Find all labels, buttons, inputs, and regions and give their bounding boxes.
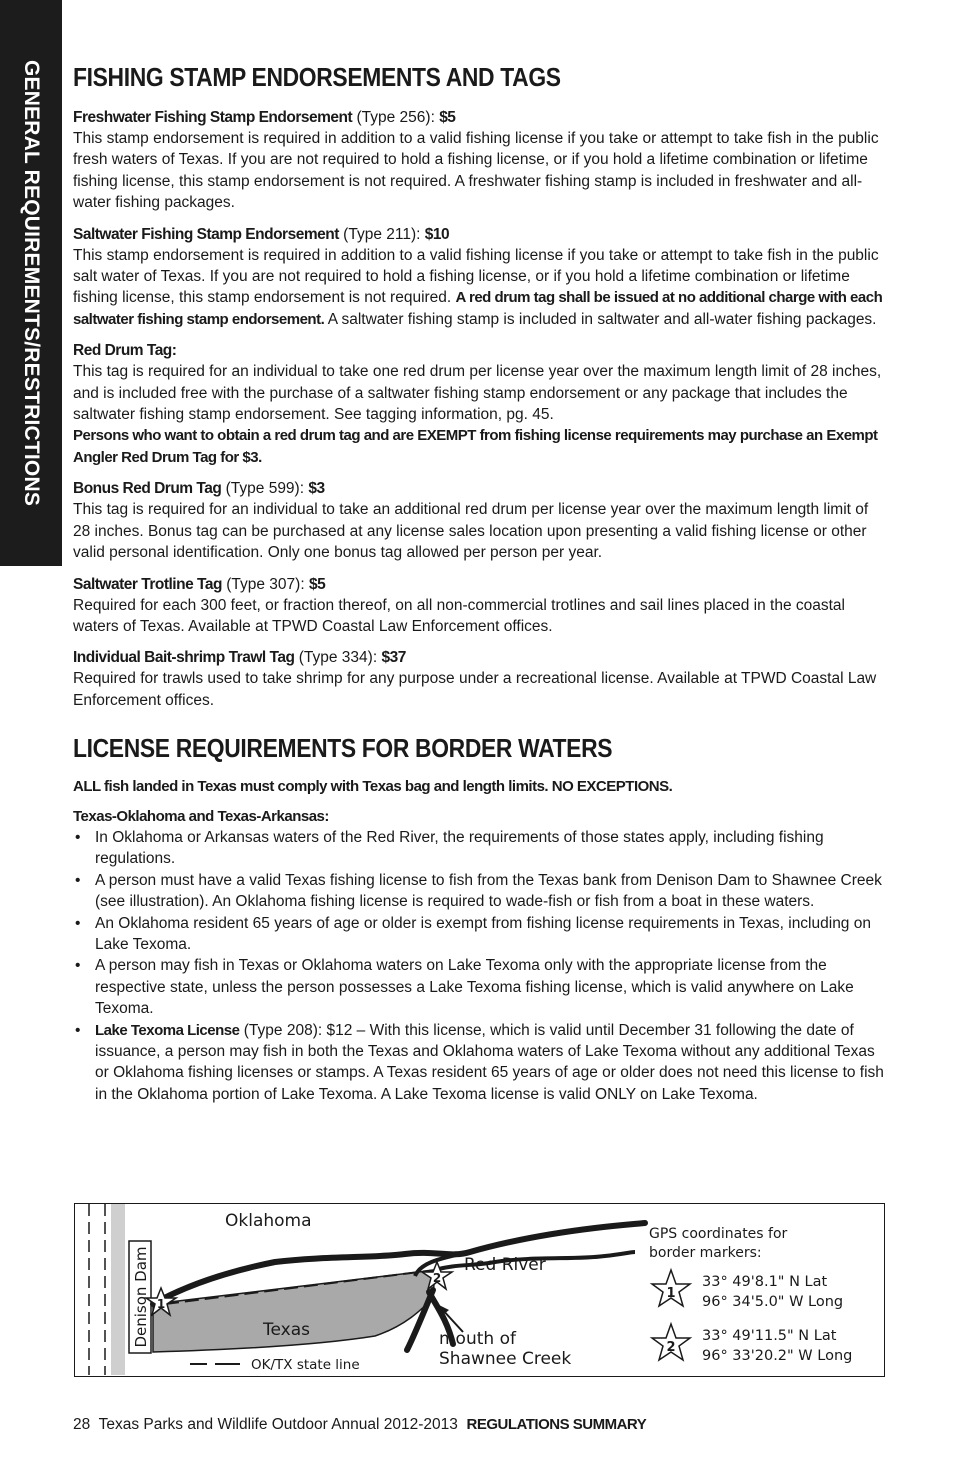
marker1-lat: 33° 49'8.1" N Lat	[702, 1274, 828, 1290]
item-text: Required for trawls used to take shrimp for any purpose under a recreational license. Available at TPWD Coastal Law Enforcement offices.	[73, 670, 877, 709]
border-waters-block	[73, 806, 889, 1106]
item-price: $5	[308, 575, 326, 593]
lead-statement: ALL fish landed in Texas must comply with Texas bag and length limits. NO EXCEPTIONS.	[73, 778, 673, 796]
side-tab-label: GENERAL REQUIREMENTS/RESTRICTIONS	[20, 59, 43, 507]
item-text: Required for each 300 feet, or fraction thereof, on all non-commercial trotlines and sail lines placed in the coastal waters of Texas. Available at TPWD Coastal Law Enforcement offices.	[73, 596, 845, 635]
bonus-red-drum-block	[73, 478, 889, 563]
section-title-border-waters: LICENSE REQUIREMENTS FOR BORDER WATERS	[73, 733, 613, 764]
item-price: $37	[381, 649, 406, 667]
list-item	[95, 1020, 889, 1106]
item-price: $5	[439, 109, 456, 126]
list-item: • A person may fish in Texas or Oklahoma waters on Lake Texoma only with the appropriate license from the respective state, unless the person possesses a Lake Texoma fishing license, which is valid anywhere on Lake Texoma.	[95, 955, 889, 1019]
list-item: • In Oklahoma or Arkansas waters of the Red River, the requirements of those states apply, including fishing regulations.	[95, 827, 889, 870]
trotline-tag-block	[73, 574, 889, 638]
item-text-tail: A saltwater fishing stamp is included in saltwater and all-water fishing packages.	[327, 310, 877, 328]
red-river-label: Red River	[464, 1255, 546, 1275]
marker2-lat: 33° 49'11.5" N Lat	[702, 1328, 837, 1344]
border-map	[75, 1204, 883, 1375]
marker-number: 1	[156, 1297, 166, 1311]
item-type: (Type 599):	[225, 480, 305, 498]
saltwater-stamp-block	[73, 224, 889, 331]
marker-number: 2	[432, 1271, 442, 1285]
page-footer	[73, 1416, 646, 1434]
legend-label: OK/TX state line	[251, 1357, 360, 1373]
page-number: 28	[73, 1416, 91, 1433]
dam-shade	[111, 1204, 125, 1375]
mouth-label: mouth of	[439, 1329, 516, 1349]
border-map-figure	[74, 1203, 885, 1377]
footer-text: Texas Parks and Wildlife Outdoor Annual 2012-2013	[98, 1416, 458, 1433]
item-type: (Type 256):	[356, 109, 435, 126]
texas-label: Texas	[263, 1320, 310, 1340]
item-price: $10	[424, 225, 450, 243]
page-content	[73, 62, 889, 1105]
item-name: Saltwater Fishing Stamp Endorsement	[73, 225, 339, 243]
marker2-long: 96° 33'20.2" W Long	[702, 1348, 853, 1364]
item-name: Bonus Red Drum Tag	[73, 480, 222, 498]
item-price: $3	[308, 480, 325, 498]
gps-title: border markers:	[649, 1245, 762, 1261]
item-type: (Type 307):	[226, 575, 305, 593]
section-side-tab	[0, 0, 62, 566]
lake-texoma-license-text: (Type 208): $12 – With this license, which is valid until December 31 following the date of issuance, a person may fish in both the Texas and Oklahoma waters of Lake Texoma without any additional Texas or Oklahoma fishing licenses or stamps. A Texas resident 65 years of age or older does not need this license to fish in the Oklahoma portion of Lake Texoma. A Lake Texoma license is valid ONLY on Lake Texoma.	[95, 1021, 884, 1103]
item-text: This stamp endorsement is required in addition to a valid fishing license if you take or attempt to take fish in the public salt water of Texas. If you are not required to hold a fishing license, or if you hold a lifetime combination or lifetime fishing license, this stamp endorsement is not required.	[73, 246, 879, 307]
marker-number: 2	[666, 1340, 676, 1355]
subhead: Texas-Oklahoma and Texas-Arkansas:	[73, 807, 329, 825]
item-name: Red Drum Tag:	[73, 342, 177, 360]
red-drum-tag-block	[73, 340, 889, 468]
marker-number: 1	[666, 1286, 676, 1301]
list-item: • A person must have a valid Texas fishing license to fish from the Texas bank from Denison Dam to Shawnee Creek (see illustration). An Oklahoma fishing license is required to wade-fish or fish from a boat in these waters.	[95, 870, 889, 913]
item-text: This tag is required for an individual to take an additional red drum per license year over the maximum length limit of 28 inches. Bonus tag can be purchased at any license sales location upon presenting a valid fishing license or other valid personal identification. Only one bonus tag allowed per person per year.	[73, 501, 869, 562]
item-type: (Type 334):	[298, 649, 378, 667]
gps-title: GPS coordinates for	[649, 1226, 788, 1242]
item-type: (Type 211):	[343, 225, 421, 243]
item-text: This stamp endorsement is required in addition to a valid fishing license if you take or attempt to take fish in the public fresh waters of Texas. If you are not required to hold a fishing license, or if you hold a lifetime combination or lifetime fishing license, this stamp endorsement is not required. A freshwater fishing stamp is included in freshwater and all-water fishing packages.	[73, 130, 879, 212]
item-text: This tag is required for an individual to take one red drum per license year over the maximum length limit of 28 inches, and is included free with the purchase of a saltwater fishing stamp endorsement or any package that includes the saltwater fishing stamp endorsement. See tagging information, pg. 45.	[73, 363, 882, 424]
lake-texoma-license-label: Lake Texoma License	[95, 1021, 240, 1039]
section-title-stamps: FISHING STAMP ENDORSEMENTS AND TAGS	[73, 62, 561, 92]
item-bold-note: Persons who want to obtain a red drum tag and are EXEMPT from fishing license requirements may purchase an Exempt Angler Red Drum Tag for $3.	[73, 427, 878, 466]
oklahoma-label: Oklahoma	[225, 1211, 312, 1231]
shawnee-creek-label: Shawnee Creek	[439, 1349, 572, 1369]
list-item: • An Oklahoma resident 65 years of age or older is exempt from fishing license requirements in Texas, including on Lake Texoma.	[95, 913, 889, 956]
item-name: Individual Bait-shrimp Trawl Tag	[73, 649, 295, 667]
freshwater-stamp-block	[73, 107, 889, 214]
footer-bold: REGULATIONS SUMMARY	[466, 1416, 647, 1433]
item-name: Freshwater Fishing Stamp Endorsement	[73, 109, 353, 126]
item-name: Saltwater Trotline Tag	[73, 575, 222, 593]
dam-label: Denison Dam	[132, 1246, 150, 1348]
bullet-list	[73, 827, 889, 1105]
item-bold-note: A red drum tag shall be issued at no additional charge with each saltwater fishing stamp endorsement.	[73, 289, 883, 328]
bait-shrimp-tag-block	[73, 647, 889, 711]
marker1-long: 96° 34'5.0" W Long	[702, 1294, 844, 1310]
